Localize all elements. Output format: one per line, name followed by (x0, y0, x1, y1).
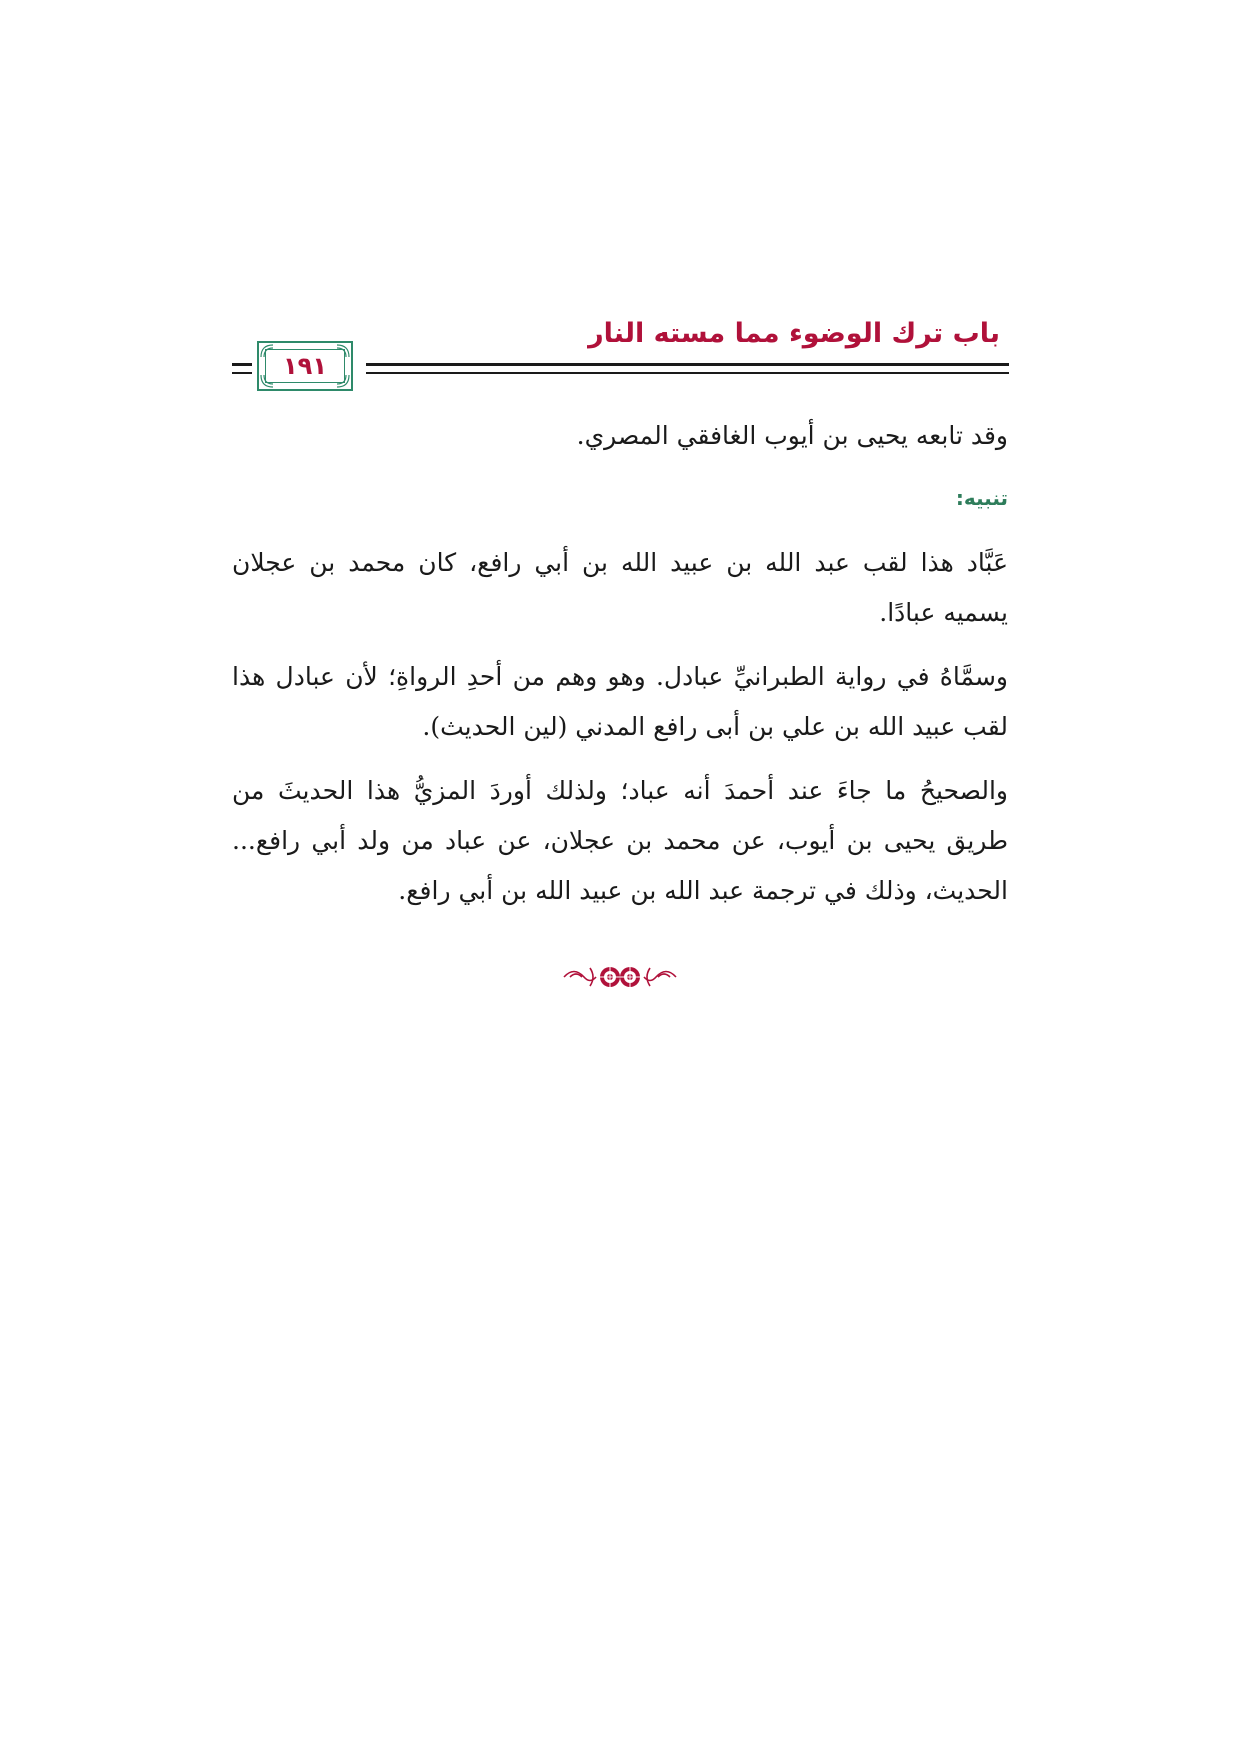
page-number-frame (257, 341, 353, 391)
note-label: تنبيه: (955, 486, 1008, 510)
paragraph-2: عَبَّاد هذا لقب عبد الله بن عبيد الله بن أبي رافع، كان محمد بن عجلان يسميه عبادًا. (232, 548, 1008, 627)
paragraph-4: والصحيحُ ما جاءَ عند أحمدَ أنه عباد؛ ولذلك أوردَ المزيُّ هذا الحديثَ من طريق يحيى بن أيوب، عن محمد بن عجلان، عن عباد من ولد أبي رافع... الحديث، وذلك في ترجمة عبد الله بن عبيد الله بن أبي رافع. (232, 776, 1008, 905)
header-rule-right-bottom (366, 372, 1009, 374)
header-rule-left-bottom (232, 372, 252, 374)
header-rule-left-top (232, 363, 252, 366)
floral-divider-icon (560, 960, 680, 994)
chapter-title: باب ترك الوضوء مما مسته النار (588, 318, 1000, 349)
paragraph-1: وقد تابعه يحيى بن أيوب الغافقي المصري. (576, 421, 1008, 450)
page-number: ١٩١ (283, 352, 327, 380)
header-rule-right-top (366, 363, 1009, 366)
paragraph-3: وسمَّاهُ في رواية الطبرانيِّ عبادل. وهو وهم من أحدِ الرواةِ؛ لأن عبادل هذا لقب عبيد الله بن علي بن أبى رافع المدني (لين الحديث). (232, 662, 1008, 741)
